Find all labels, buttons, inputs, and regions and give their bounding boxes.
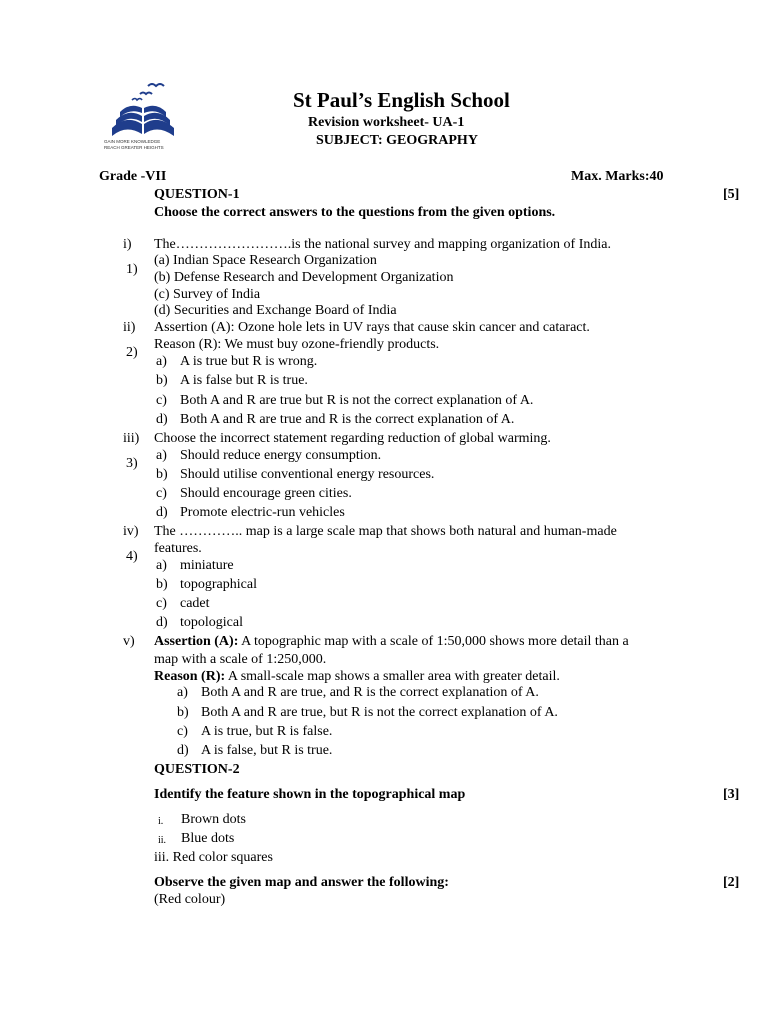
option-text: A is false, but R is true.	[201, 743, 333, 758]
assertion-text: A topographic map with a scale of 1:50,000 shows more detail than a	[238, 634, 629, 649]
item-roman: v)	[123, 634, 135, 649]
question-2b-marks: [2]	[723, 875, 740, 890]
option-text: topological	[180, 615, 243, 630]
option-text: Both A and R are true but R is not the correct explanation of A.	[180, 393, 534, 408]
option-letter: d)	[156, 412, 168, 427]
feature-item: iii. Red color squares	[154, 850, 273, 865]
option-letter: b)	[156, 373, 168, 388]
option-letter: c)	[156, 486, 167, 501]
option-letter: c)	[177, 724, 188, 739]
item-roman: iii)	[123, 431, 140, 446]
question-text: Choose the incorrect statement regarding reduction of global warming.	[154, 431, 551, 446]
option-text: (c) Survey of India	[154, 287, 261, 302]
question-text: The ………….. map is a large scale map that shows both natural and human-made	[154, 524, 617, 539]
option-letter: a)	[156, 558, 167, 573]
option-text: cadet	[180, 596, 210, 611]
assertion-text-cont: map with a scale of 1:250,000.	[154, 652, 327, 667]
item-number: 1)	[126, 262, 138, 277]
reason-line	[154, 669, 560, 685]
question-1-instruction: Choose the correct answers to the questions from the given options.	[154, 205, 556, 220]
option-letter: b)	[156, 577, 168, 592]
item-roman: ii)	[123, 320, 136, 335]
school-logo	[102, 80, 184, 154]
option-letter: a)	[156, 448, 167, 463]
item-roman: i)	[123, 237, 132, 252]
item-roman: ii.	[158, 835, 167, 846]
grade-label: Grade -VII	[99, 169, 167, 184]
question-2-instruction: Identify the feature shown in the topographical map	[154, 787, 466, 802]
option-letter: c)	[156, 596, 167, 611]
question-text: The…………………….is the national survey and mapping organization of India.	[154, 237, 611, 252]
option-text: (b) Defense Research and Development Organization	[154, 270, 454, 285]
option-text: Both A and R are true, but R is not the correct explanation of A.	[201, 705, 558, 720]
option-text: Promote electric-run vehicles	[180, 505, 345, 520]
question-text: features.	[154, 541, 202, 556]
item-number: 4)	[126, 549, 138, 564]
question-2-marks: [3]	[723, 787, 740, 802]
option-text: A is false but R is true.	[180, 373, 308, 388]
option-letter: d)	[156, 615, 168, 630]
item-number: 2)	[126, 345, 138, 360]
question-2b-note: (Red colour)	[154, 892, 226, 907]
option-text: Both A and R are true, and R is the correct explanation of A.	[201, 685, 539, 700]
option-text: miniature	[180, 558, 234, 573]
logo-tagline-2: REACH GREATER HEIGHTS	[104, 145, 164, 150]
option-text: A is true but R is wrong.	[180, 354, 318, 369]
item-roman: i.	[158, 816, 164, 827]
question-1-title: QUESTION-1	[154, 187, 240, 202]
option-letter: b)	[177, 705, 189, 720]
option-letter: d)	[156, 505, 168, 520]
worksheet-title: Revision worksheet- UA-1	[308, 115, 465, 130]
option-letter: d)	[177, 743, 189, 758]
question-2-title: QUESTION-2	[154, 762, 240, 777]
assertion-line	[154, 634, 629, 650]
feature-item: Blue dots	[181, 831, 235, 846]
option-text: (a) Indian Space Research Organization	[154, 253, 377, 268]
option-letter: b)	[156, 467, 168, 482]
item-number: 3)	[126, 456, 138, 471]
max-marks: Max. Marks:40	[571, 169, 664, 184]
reason-text: A small-scale map shows a smaller area with greater detail.	[225, 669, 560, 684]
option-text: A is true, but R is false.	[201, 724, 333, 739]
option-letter: c)	[156, 393, 167, 408]
subject-title: SUBJECT: GEOGRAPHY	[316, 133, 478, 148]
question-text: Assertion (A): Ozone hole lets in UV rays that cause skin cancer and cataract.	[154, 320, 590, 335]
assertion-label: Assertion (A):	[154, 634, 239, 649]
option-text: Both A and R are true and R is the correct explanation of A.	[180, 412, 515, 427]
option-text: Should utilise conventional energy resources.	[180, 467, 435, 482]
feature-item: Brown dots	[181, 812, 246, 827]
item-roman: iv)	[123, 524, 139, 539]
question-1-marks: [5]	[723, 187, 740, 202]
question-text: Reason (R): We must buy ozone-friendly products.	[154, 337, 440, 352]
logo-tagline-1: GAIN MORE KNOWLEDGE	[104, 139, 161, 144]
option-text: Should reduce energy consumption.	[180, 448, 382, 463]
option-letter: a)	[177, 685, 188, 700]
school-name: St Paul’s English School	[293, 88, 510, 112]
option-text: topographical	[180, 577, 257, 592]
reason-label: Reason (R):	[154, 669, 226, 684]
option-text: Should encourage green cities.	[180, 486, 352, 501]
option-letter: a)	[156, 354, 167, 369]
option-text: (d) Securities and Exchange Board of India	[154, 303, 397, 318]
question-2b-instruction: Observe the given map and answer the following:	[154, 875, 449, 890]
